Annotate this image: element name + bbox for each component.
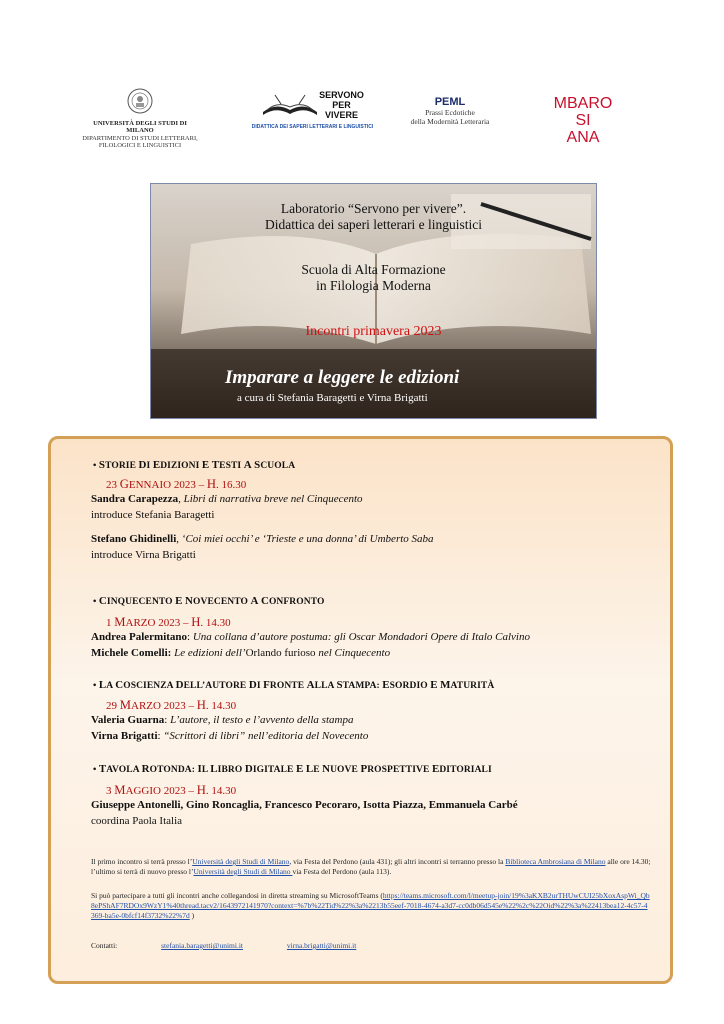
banner-curators: a cura di Stefania Baragetti e Virna Brigatti [237, 392, 428, 404]
note-text: ) [189, 911, 195, 920]
peml-title: PEML [434, 96, 466, 108]
talk-row [91, 730, 368, 742]
section-title: STORIE DI EDIZIONI E TESTI A SCUOLA [98, 459, 296, 471]
peml-logo [395, 96, 505, 126]
talk-introducer: introduce Virna Brigatti [91, 549, 196, 561]
open-book-icon [261, 92, 319, 118]
banner-scuola: Scuola di Alta Formazione [301, 262, 446, 277]
unimi-logo [80, 88, 200, 150]
ambrosiana-l2: SI [575, 112, 591, 129]
banner-didattica: Didattica dei saperi letterari e linguistici [264, 217, 483, 232]
teams-link[interactable]: https://teams.microsoft.com/l/meetup-join/19%3aKXB2urTHUwCUI25bXoxAspWi_Qb8ePShAF7RDOx9WzY1%40thread.tacv2/1643972141970?context=%7b%22Tid%22%3a%2213b55eef-7018-4674-a3d7-cc0db06d545e%22%2c%22Oid%22%3a%22413bea12-4c57-4369-ba5e-0bfcf14f3732%22%7d [91, 891, 650, 920]
speaker: Sandra Carapezza [91, 493, 179, 505]
servono-per-vivere-logo [250, 90, 375, 130]
section-date-3: 29 MARZO 2023 – H. 14.30 [106, 698, 237, 712]
ambrosiana-l3: ANA [566, 129, 600, 146]
note-text: via Festa del Perdono (aula 113). [292, 867, 392, 876]
work-title: Orlando furioso [245, 647, 316, 659]
venue-note [91, 857, 651, 877]
note-text: , via Festa del Perdono (aula 431); gli altri incontri si terranno presso la [289, 857, 504, 866]
bullet: • [93, 597, 97, 607]
peml-line-2: della Modernità Letteraria [410, 117, 490, 126]
banner-lab: Laboratorio “Servono per vivere”. [280, 201, 467, 216]
separator: : [157, 730, 161, 742]
section-heading-4 [93, 763, 492, 775]
bullet: • [93, 681, 97, 691]
logo-bar [0, 88, 724, 158]
servono-subtitle: DIDATTICA DEI SAPERI LETTERARI E LINGUISTICI [251, 124, 374, 130]
banner-lab-block [151, 201, 596, 233]
banner-filologia: in Filologia Moderna [316, 278, 431, 293]
servono-title [319, 90, 364, 120]
separator: : [187, 631, 191, 643]
speaker: Virna Brigatti [91, 730, 158, 742]
talk-row [91, 493, 363, 505]
banner-scuola-block [151, 262, 596, 294]
section-heading-2 [93, 595, 324, 607]
streaming-note [91, 891, 651, 921]
note-text: Si può partecipare a tutti gli incontri anche collegandosi in diretta streaming su MicrosoftTeams ( [91, 891, 383, 900]
servono-line-2: PER [332, 100, 351, 110]
ambrosiana-l1: MBARO [553, 95, 613, 112]
speaker: Andrea Palermitano [91, 631, 188, 643]
separator: , [178, 493, 181, 505]
unimi-dept-2: FILOLOGICI E LINGUISTICI [98, 142, 182, 149]
email-baragetti-link[interactable]: stefania.baragetti@unimi.it [161, 941, 244, 950]
section-heading-3 [93, 679, 494, 691]
section-date-4: 3 MAGGIO 2023 – H. 14.30 [106, 783, 237, 797]
unimi-dept-1: DIPARTIMENTO DI STUDI LETTERARI, [82, 134, 198, 142]
unimi-link-2[interactable]: Università degli Studi di Milano [193, 867, 293, 876]
talk-title: Una collana d’autore postuma: gli Oscar Mondadori Opere di Italo Calvino [190, 631, 530, 643]
unimi-link[interactable]: Università degli Studi di Milano [192, 857, 290, 866]
bullet: • [93, 765, 97, 775]
section-title: LA COSCIENZA DELL’AUTORE DI FRONTE ALLA STAMPA: ESORDIO E MATURITÀ [98, 679, 495, 691]
speaker: Valeria Guarna [91, 714, 165, 726]
email-brigatti-link[interactable]: virna.brigatti@unimi.it [286, 941, 357, 950]
unimi-name: UNIVERSITÀ DEGLI STUDI DI MILANO [93, 119, 187, 134]
talk-introducer: introduce Stefania Baragetti [91, 509, 215, 521]
talk-row [91, 647, 390, 659]
section-heading-1 [93, 459, 295, 471]
talk-title: ‘Coi miei occhi’ e ‘Trieste e una donna’ di Umberto Saba [179, 533, 434, 545]
section-title: CINQUECENTO E NOVECENTO A CONFRONTO [98, 595, 325, 607]
panel-coordinator: coordina Paola Italia [91, 815, 183, 827]
talk-row [91, 714, 353, 726]
bullet: • [93, 461, 97, 471]
banner-title: Imparare a leggere le edizioni [225, 367, 460, 388]
servono-line-1: SERVONO [319, 90, 364, 100]
talk-title: Libri di narrativa breve nel Cinquecento [180, 493, 363, 505]
contacts-label: Contatti: [91, 941, 118, 950]
note-text: Il primo incontro si terrà presso l’ [91, 857, 193, 866]
section-title: TAVOLA ROTONDA: IL LIBRO DIGITALE E LE NUOVE PROSPETTIVE EDITORIALI [98, 763, 492, 775]
speaker: Michele Comelli: [91, 647, 172, 659]
contacts [91, 941, 398, 950]
section-date-2: 1 MARZO 2023 – H. 14.30 [106, 615, 231, 629]
note-text: alle ore 14.30; l’ultimo si terrà di nuovo presso l’ [91, 857, 651, 876]
talk-title-end: nel Cinquecento [315, 647, 391, 659]
program-box [48, 436, 673, 984]
separator: : [164, 714, 168, 726]
talk-title: L’autore, il testo e l’avvento della stampa [167, 714, 354, 726]
section-date-1: 23 GENNAIO 2023 – H. 16.30 [106, 477, 247, 491]
separator: , [176, 533, 180, 545]
unimi-seal-icon [127, 88, 153, 114]
talk-row [91, 533, 434, 545]
servono-line-3: VIVERE [324, 110, 358, 120]
talk-row [91, 631, 530, 643]
ambrosiana-link[interactable]: Biblioteca Ambrosiana di Milano [505, 857, 606, 866]
peml-line-1: Prassi Ecdotiche [425, 108, 475, 117]
ambrosiana-logo [548, 90, 618, 150]
talk-title: Le edizioni dell’ [171, 647, 246, 659]
panel-speakers: Giuseppe Antonelli, Gino Roncaglia, Francesco Pecoraro, Isotta Piazza, Emmanuela Carbé [91, 799, 518, 811]
speaker: Stefano Ghidinelli [91, 533, 177, 545]
banner-incontri: Incontri primavera 2023 [305, 324, 442, 339]
header-banner [150, 183, 597, 419]
talk-title: “Scrittori di libri” nell’editoria del Novecento [160, 730, 369, 742]
